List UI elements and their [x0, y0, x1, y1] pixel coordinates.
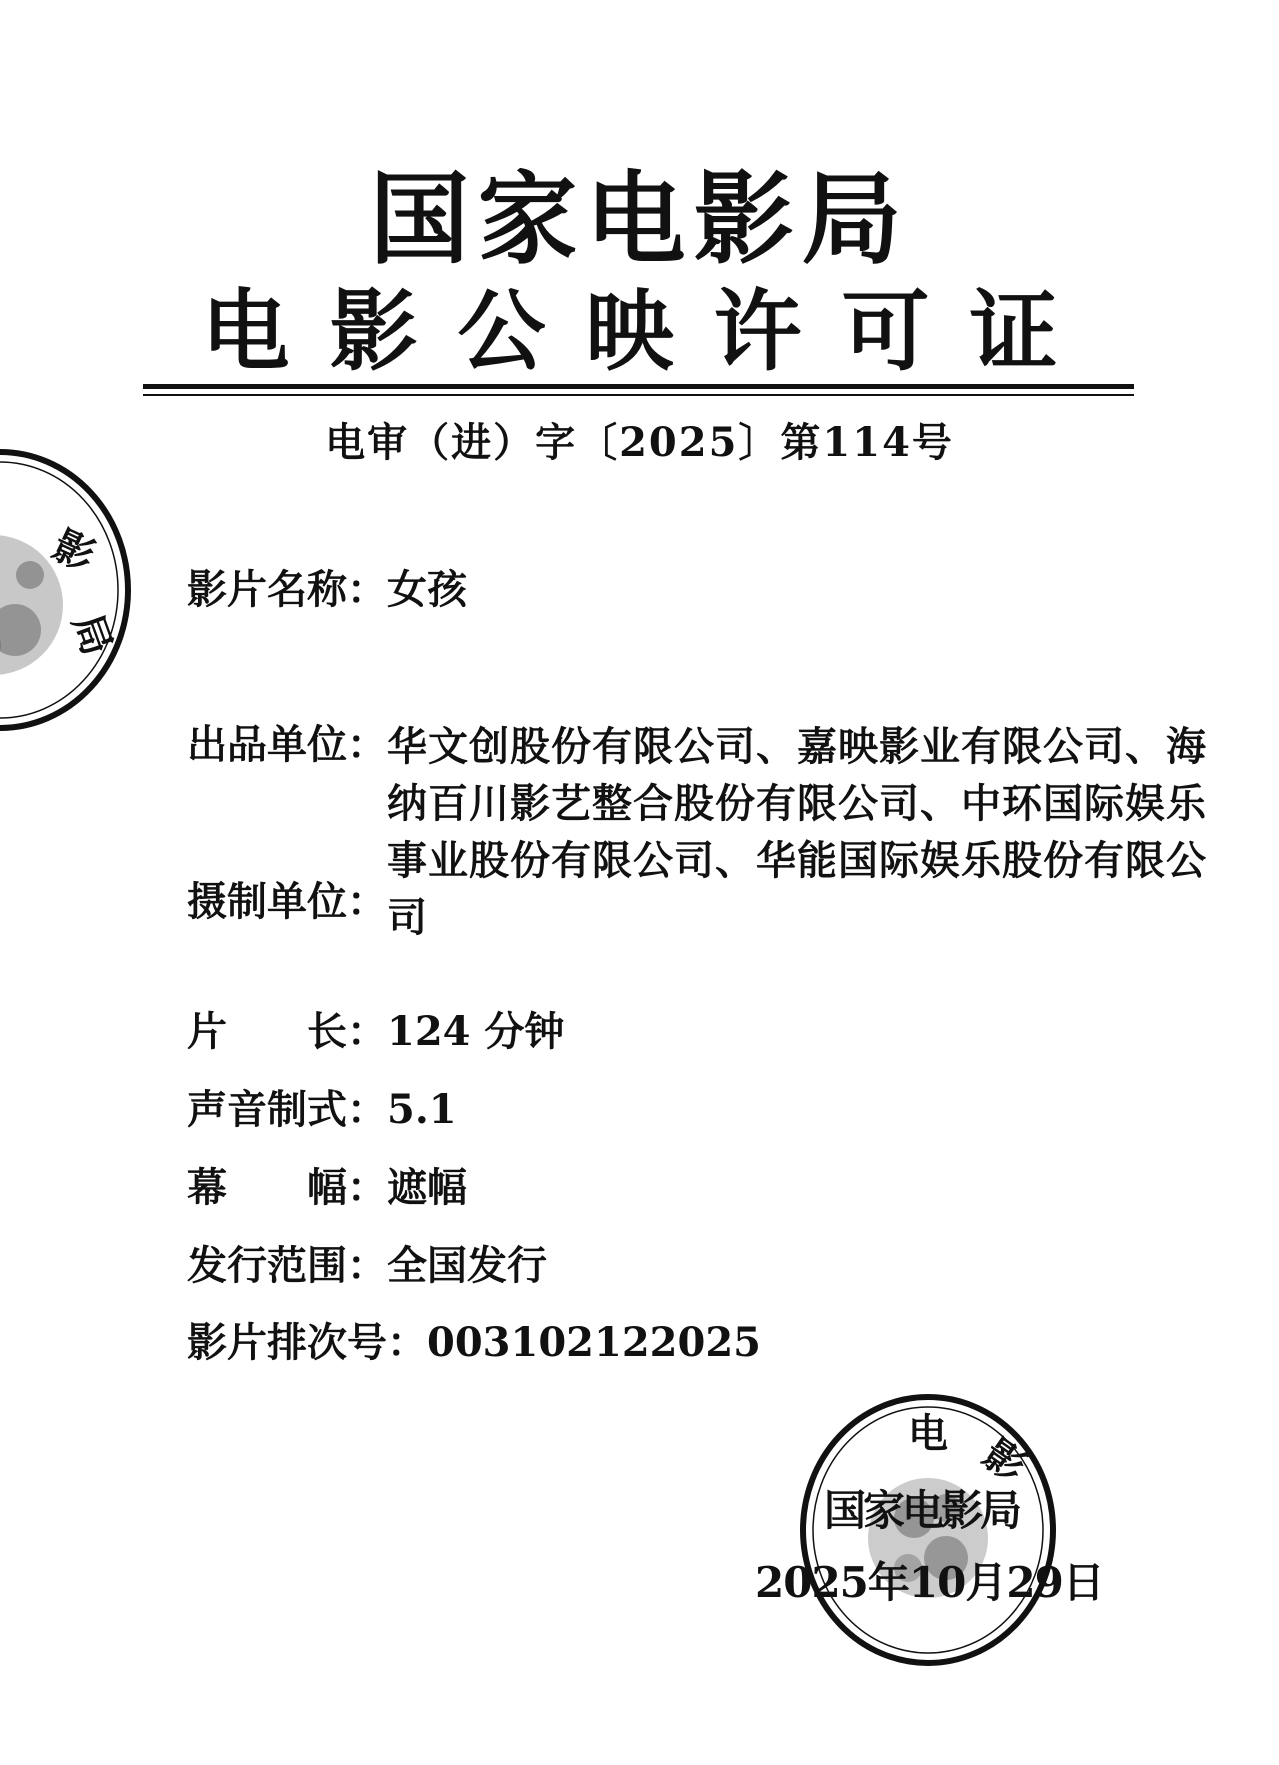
screen-format-label: 幕 幅： [187, 1164, 387, 1211]
seal-char-top: 电 [908, 1411, 948, 1457]
left-seal-char-1: 影 [45, 522, 102, 581]
production-unit-label: 摄制单位： [187, 878, 387, 925]
distribution-scope-label: 发行范围： [187, 1242, 387, 1289]
distribution-scope-value: 全国发行 [387, 1242, 547, 1289]
field-sound-format [187, 1083, 457, 1137]
screen-format-value: 遮幅 [387, 1164, 467, 1211]
field-release-number [187, 1316, 761, 1370]
length-value: 124 分钟 [387, 1008, 565, 1055]
film-name-label: 影片名称： [187, 566, 387, 613]
length-label: 片 长： [187, 1008, 387, 1055]
film-name-value: 女孩 [387, 566, 467, 613]
producer-value: 华文创股份有限公司、嘉映影业有限公司、海纳百川影艺整合股份有限公司、中环国际娱乐事业股份有限公司、华能国际娱乐股份有限公司 [387, 723, 1207, 941]
document-title: 电影公映许可证 [201, 280, 1098, 383]
producer-label: 出品单位： [187, 721, 387, 768]
seal-char-right: 影 [974, 1431, 1034, 1492]
left-seal-icon [0, 445, 135, 735]
sound-format-label: 声音制式： [187, 1086, 387, 1133]
document-number: 电审（进）字〔2025〕第114号 [325, 419, 954, 466]
field-film-name [187, 563, 467, 617]
seal-center-text: 国家电影局 [824, 1486, 1020, 1535]
issue-date: 2025年10月29日 [755, 1558, 1104, 1607]
release-number-value: 003102122025 [427, 1319, 761, 1366]
sound-format-value: 5.1 [387, 1086, 457, 1133]
field-distribution-scope [187, 1239, 547, 1293]
official-seal-stamp [796, 1390, 1061, 1670]
field-producer [187, 718, 387, 772]
field-length [187, 1005, 564, 1059]
issuer-title: 国家电影局 [369, 161, 910, 278]
release-number-label: 影片排次号： [187, 1319, 427, 1366]
field-production-unit [187, 875, 387, 929]
field-screen-format [187, 1161, 467, 1215]
left-seal-char-2: 局 [63, 608, 121, 662]
title-divider-thin [143, 394, 1134, 396]
title-divider-thick [143, 384, 1134, 389]
left-seal-stamp [0, 445, 135, 735]
